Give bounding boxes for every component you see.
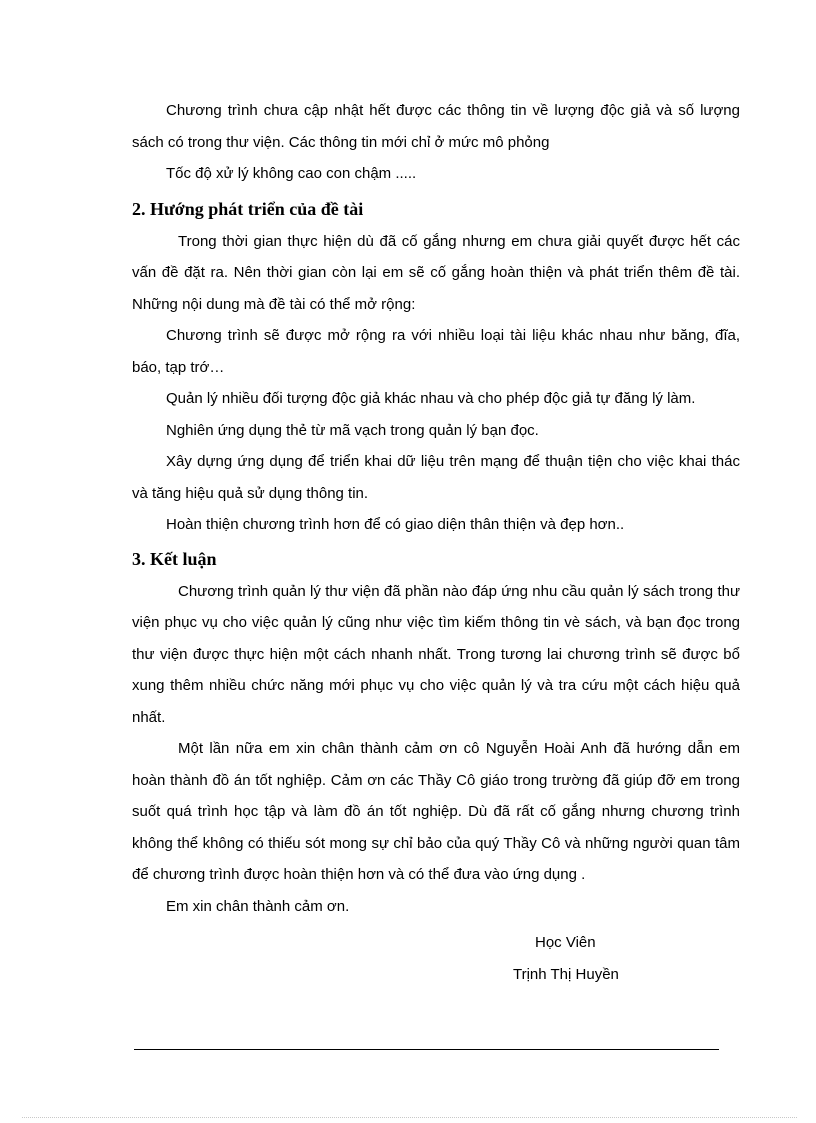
extension-item: Chương trình sẽ được mở rộng ra với nhiều loại tài liệu khác nhau như băng, đĩa, báo, tạp trớ… [132, 327, 740, 376]
closing-line: Em xin chân thành cảm ơn. [166, 897, 350, 915]
extension-item: Hoàn thiện chương trình hơn để có giao diện thân thiện và đẹp hơn.. [166, 516, 625, 533]
footer-rule [134, 1049, 719, 1050]
page-bottom-border [22, 1117, 797, 1118]
section2-intro: Trong thời gian thực hiện dù đã cố gắng nhưng em chưa giải quyết được hết các vấn đề đặt ra. Nên thời gian còn lại em sẽ cố gắng hoàn thiện và phát triển thêm đề tài. Những nội dung mà đề tài có thể mở rộng: [132, 232, 740, 313]
thanks-paragraph: Một lần nữa em xin chân thành cảm ơn cô Nguyễn Hoài Anh đã hướng dẫn em hoàn thành đồ án tốt nghiệp. Cảm ơn các Thầy Cô giáo trong trường đã giúp đỡ em trong suốt quá trình học tập và làm đồ án tốt nghiệp. Dù đã rất cố gắng nhưng chương trình không thể không có thiếu sót mong sự chỉ bảo của quý Thầy Cô và những người quan tâm để chương trình được hoàn thiện hơn và có thể đưa vào ứng dụng . [132, 740, 740, 883]
extension-item: Xây dựng ứng dụng để triển khai dữ liệu trên mạng để thuận tiện cho việc khai thác và tăng hiệu quả sử dụng thông tin. [132, 453, 740, 502]
section2-heading: 2. Hướng phát triển của đề tài [132, 199, 364, 219]
section1-tail [132, 95, 740, 190]
limitation-paragraph: Chương trình chưa cập nhật hết được các thông tin về lượng độc giả và số lượng sách có trong thư viện. Các thông tin mới chỉ ở mức mô phỏng [132, 102, 740, 151]
section2 [132, 194, 740, 541]
signature-name: Trịnh Thị Huyền [513, 966, 619, 983]
speed-note: Tốc độ xử lý không cao con chậm ..... [166, 165, 417, 182]
extension-item: Quản lý nhiều đối tượng độc giả khác nhau và cho phép độc giả tự đăng lý làm. [166, 390, 696, 407]
signature-role: Học Viên [535, 934, 596, 951]
conclusion-paragraph: Chương trình quản lý thư viện đã phần nào đáp ứng nhu cầu quản lý sách trong thư viện phục vụ cho việc quản lý cũng như việc tìm kiếm thông tin vè sách, và bạn đọc trong thư viện được thực hiện một cách nhanh nhất. Trong tương lai chương trình sẽ được bổ xung thêm nhiều chức năng mới phục vụ cho việc quản lý và tra cứu một cách hiệu quả nhất. [132, 582, 740, 726]
section3 [132, 544, 740, 922]
section3-heading: 3. Kết luận [132, 549, 217, 569]
extension-item: Nghiên ứng dụng thẻ từ mã vạch trong quản lý bạn đọc. [166, 421, 539, 439]
